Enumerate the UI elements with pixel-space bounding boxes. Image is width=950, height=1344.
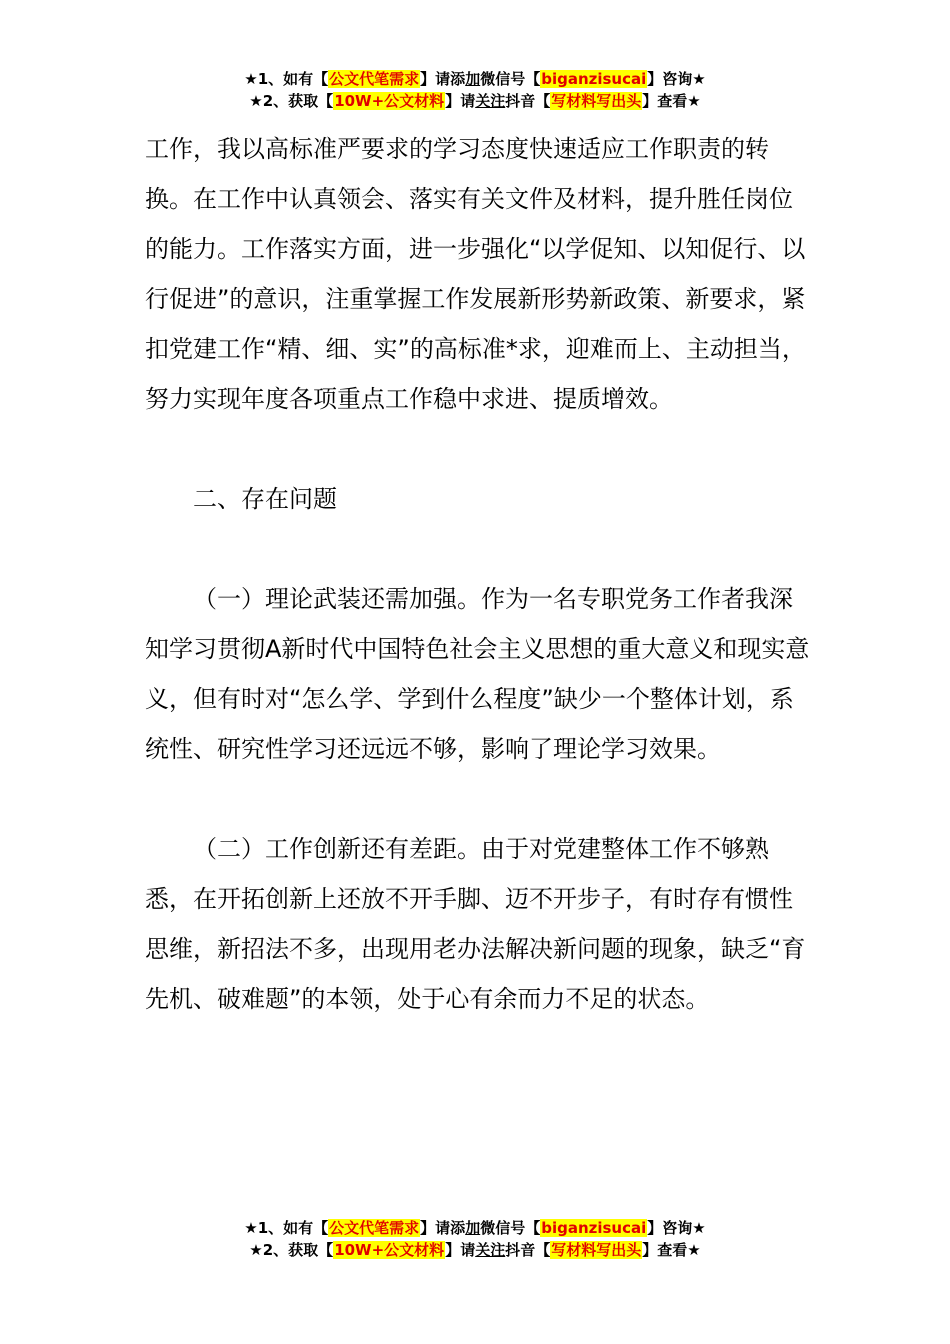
banner-highlight: 公文代笔需求 — [329, 70, 420, 88]
banner-text: 】咨询★ — [647, 1219, 706, 1237]
banner-highlight: biganzisucai — [541, 70, 647, 88]
header-banner — [0, 68, 950, 112]
banner-line-1 — [0, 68, 950, 90]
paragraph-1: 工作，我以高标准严要求的学习态度快速适应工作职责的转换。在工作中认真领会、落实有关文件及材料，提升胜任岗位的能力。工作落实方面，进一步强化“以学促知、以知促行、以行促进”的意识，注重掌握工作发展新形势新政策、新要求，紧扣党建工作“精、细、实”的高标准*求，迎难而上、主动担当，努力实现年度各项重点工作稳中求进、提质增效。 — [145, 135, 806, 413]
banner-underline: 关注 — [475, 92, 506, 110]
banner-text: 】咨询★ — [647, 70, 706, 88]
banner-text: 微信号【 — [480, 70, 541, 88]
footer-banner — [0, 1217, 950, 1261]
banner-underline: 关注 — [475, 1241, 506, 1259]
banner-text: 】请添 — [420, 1219, 466, 1237]
banner-highlight: 10W+公文材料 — [334, 1241, 445, 1259]
banner-underline: 加 — [465, 1219, 481, 1237]
banner-text: 】查看★ — [642, 1241, 701, 1259]
banner-underline: 加 — [465, 70, 481, 88]
section-heading: 二、存在问题 — [193, 485, 337, 513]
banner-highlight: biganzisucai — [541, 1219, 647, 1237]
banner-text: 】请 — [445, 92, 476, 110]
banner-text: ★2、获取【 — [249, 92, 334, 110]
banner-text: ★1、如有【 — [244, 1219, 329, 1237]
banner-highlight: 公文代笔需求 — [329, 1219, 420, 1237]
banner-line-2 — [0, 90, 950, 112]
banner-text: 抖音【 — [505, 92, 551, 110]
banner-highlight: 写材料写出头 — [551, 92, 642, 110]
banner-line-2 — [0, 1239, 950, 1261]
banner-highlight: 10W+公文材料 — [334, 92, 445, 110]
banner-text: ★2、获取【 — [249, 1241, 334, 1259]
paragraph-3: （二）工作创新还有差距。由于对党建整体工作不够熟悉，在开拓创新上还放不开手脚、迈不开步子，有时存有惯性思维，新招法不多，出现用老办法解决新问题的现象，缺乏“育先机、破难题”的本领，处于心有余而力不足的状态。 — [145, 835, 806, 1013]
banner-text: 】查看★ — [642, 92, 701, 110]
banner-text: 微信号【 — [480, 1219, 541, 1237]
banner-line-1 — [0, 1217, 950, 1239]
banner-text: 抖音【 — [505, 1241, 551, 1259]
banner-text: ★1、如有【 — [244, 70, 329, 88]
banner-text: 】请添 — [420, 70, 466, 88]
paragraph-2: （一）理论武装还需加强。作为一名专职党务工作者我深知学习贯彻A新时代中国特色社会主义思想的重大意义和现实意义，但有时对“怎么学、学到什么程度”缺少一个整体计划，系统性、研究性学习还远远不够，影响了理论学习效果。 — [145, 585, 810, 763]
banner-text: 】请 — [445, 1241, 476, 1259]
document-body — [145, 124, 813, 1024]
banner-highlight: 写材料写出头 — [551, 1241, 642, 1259]
